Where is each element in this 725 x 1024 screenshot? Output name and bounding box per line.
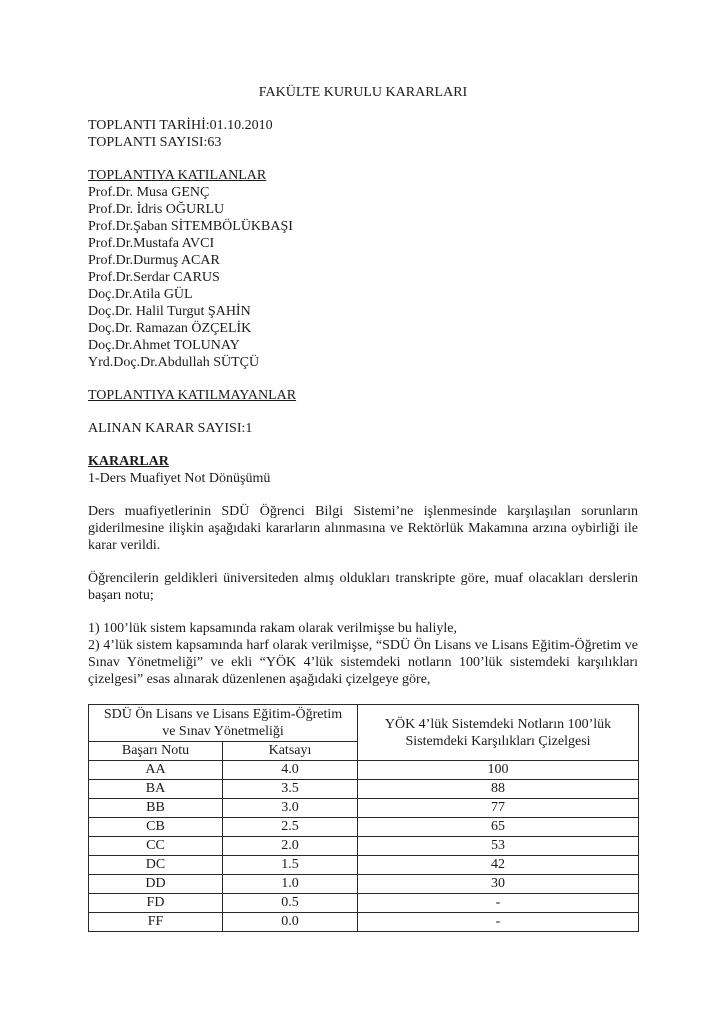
coefficient-cell: 1.5 xyxy=(223,856,358,875)
table-group-header-row xyxy=(89,705,639,742)
spacer xyxy=(88,437,638,453)
equivalent-cell: 100 xyxy=(358,761,639,780)
equivalent-cell: - xyxy=(358,894,639,913)
meeting-number: TOPLANTI SAYISI:63 xyxy=(88,135,222,150)
table-row xyxy=(89,856,639,875)
paragraph-resolution: Ders muafiyetlerinin SDÜ Öğrenci Bilgi Sistemi’ne işlenmesinde karşılaşılan sorunların giderilmesine ilişkin aşağıdaki kararların alınmasına ve Rektörlük Makamına arzına oybirliği ile karar verildi. xyxy=(88,504,638,553)
spacer xyxy=(88,151,638,167)
spacer xyxy=(88,404,638,420)
decision-item-title: 1-Ders Muafiyet Not Dönüşümü xyxy=(88,471,271,486)
equivalent-cell: 42 xyxy=(358,856,639,875)
decisions-heading: KARARLAR xyxy=(88,454,169,469)
grade-cell: DD xyxy=(89,875,223,894)
attendee-name: Doç.Dr.Ahmet TOLUNAY xyxy=(88,338,240,353)
attendee-name: Doç.Dr. Ramazan ÖZÇELİK xyxy=(88,321,252,336)
spacer xyxy=(88,371,638,387)
attendee-name: Doç.Dr.Atila GÜL xyxy=(88,287,193,302)
equivalent-cell: 53 xyxy=(358,837,639,856)
grade-cell: FD xyxy=(89,894,223,913)
coefficient-cell: 1.0 xyxy=(223,875,358,894)
paragraph-transcript: Öğrencilerin geldikleri üniversiteden almış oldukları transkripte göre, muaf olacakları derslerin başarı notu; xyxy=(88,571,638,603)
table-row xyxy=(89,761,639,780)
equivalent-cell: 30 xyxy=(358,875,639,894)
table-row xyxy=(89,894,639,913)
grade-conversion-table xyxy=(88,704,639,932)
table-row xyxy=(89,913,639,932)
table-row xyxy=(89,818,639,837)
attendee-name: Prof.Dr. Musa GENÇ xyxy=(88,185,210,200)
coefficient-cell: 2.5 xyxy=(223,818,358,837)
spacer xyxy=(88,688,638,704)
grade-cell: FF xyxy=(89,913,223,932)
coefficient-cell: 0.0 xyxy=(223,913,358,932)
attendee-name: Prof.Dr.Şaban SİTEMBÖLÜKBAŞI xyxy=(88,219,293,234)
coefficient-cell: 3.0 xyxy=(223,799,358,818)
equivalent-cell: 65 xyxy=(358,818,639,837)
attendee-name: Prof.Dr. İdris OĞURLU xyxy=(88,202,225,217)
equivalent-cell: 88 xyxy=(358,780,639,799)
grade-cell: BB xyxy=(89,799,223,818)
equivalent-cell: 77 xyxy=(358,799,639,818)
spacer xyxy=(88,604,638,620)
coefficient-cell: 3.5 xyxy=(223,780,358,799)
equivalent-cell: - xyxy=(358,913,639,932)
absentees-heading: TOPLANTIYA KATILMAYANLAR xyxy=(88,388,297,403)
attendee-name: Prof.Dr.Mustafa AVCI xyxy=(88,236,215,251)
decision-count: ALINAN KARAR SAYISI:1 xyxy=(88,421,253,436)
column-header-grade: Başarı Notu xyxy=(89,742,223,761)
spacer xyxy=(88,554,638,570)
list-item-2: 2) 4’lük sistem kapsamında harf olarak verilmişse, “SDÜ Ön Lisans ve Lisans Eğitim-Öğretim ve Sınav Yönetmeliği” ve ekli “YÖK 4’lük sistemdeki notların 100’lük sistemdeki karşılıkları çizelgesi” esas alınarak düzenlenen aşağıdaki çizelgeye göre, xyxy=(88,638,638,687)
table-row xyxy=(89,837,639,856)
grade-cell: AA xyxy=(89,761,223,780)
column-header-coefficient: Katsayı xyxy=(223,742,358,761)
attendee-name: Prof.Dr.Durmuş ACAR xyxy=(88,253,220,268)
table-group-header-left: SDÜ Ön Lisans ve Lisans Eğitim-Öğretim ve Sınav Yönetmeliği xyxy=(89,705,358,742)
attendee-name: Doç.Dr. Halil Turgut ŞAHİN xyxy=(88,304,251,319)
grade-cell: CC xyxy=(89,837,223,856)
grade-cell: DC xyxy=(89,856,223,875)
attendee-name: Prof.Dr.Serdar CARUS xyxy=(88,270,220,285)
table-row xyxy=(89,780,639,799)
meeting-date: TOPLANTI TARİHİ:01.10.2010 xyxy=(88,118,273,133)
spacer xyxy=(88,101,638,117)
grade-cell: CB xyxy=(89,818,223,837)
table-row xyxy=(89,875,639,894)
attendee-name: Yrd.Doç.Dr.Abdullah SÜTÇÜ xyxy=(88,355,260,370)
coefficient-cell: 2.0 xyxy=(223,837,358,856)
page-title: FAKÜLTE KURULU KARARLARI xyxy=(258,85,468,100)
grade-cell: BA xyxy=(89,780,223,799)
spacer xyxy=(88,487,638,503)
list-item-1: 1) 100’lük sistem kapsamında rakam olarak verilmişse bu haliyle, xyxy=(88,621,457,636)
table-row xyxy=(89,799,639,818)
attendees-heading: TOPLANTIYA KATILANLAR xyxy=(88,168,267,183)
coefficient-cell: 0.5 xyxy=(223,894,358,913)
table-group-header-right: YÖK 4’lük Sistemdeki Notların 100’lük Sistemdeki Karşılıkları Çizelgesi xyxy=(358,705,639,761)
coefficient-cell: 4.0 xyxy=(223,761,358,780)
